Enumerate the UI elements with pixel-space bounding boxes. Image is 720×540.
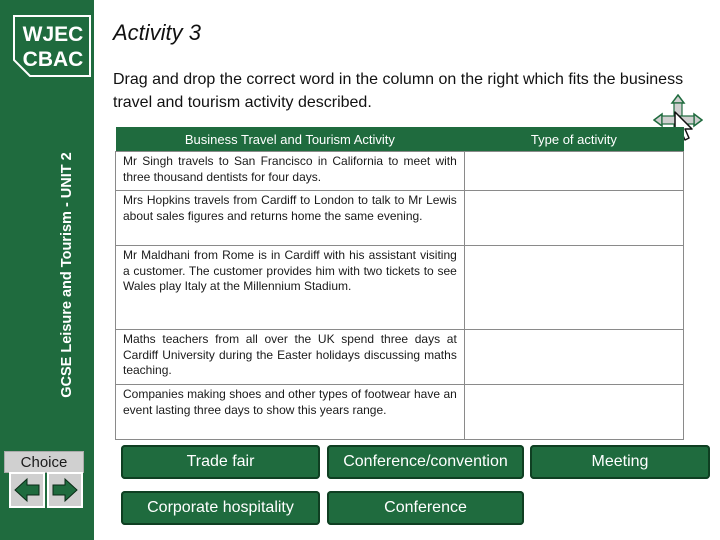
activity-description: Companies making shoes and other types of footwear have an event lasting three days to show this years range. [116, 385, 465, 440]
header-activity: Business Travel and Tourism Activity [116, 127, 465, 152]
unit-label-wrapper [50, 110, 84, 440]
word-card-corporate-hospitality[interactable]: Corporate hospitality [121, 491, 320, 525]
answer-drop-zone[interactable] [464, 330, 683, 385]
word-card-meeting[interactable]: Meeting [530, 445, 710, 479]
header-type: Type of activity [464, 127, 683, 152]
answer-drop-zone[interactable] [464, 152, 683, 191]
table-row [116, 246, 684, 330]
answer-drop-zone[interactable] [464, 191, 683, 246]
page-title: Activity 3 [113, 20, 202, 45]
table-row [116, 330, 684, 385]
unit-label: GCSE Leisure and Tourism - UNIT 2 [59, 152, 75, 398]
word-card-conference-convention[interactable]: Conference/convention [327, 445, 524, 479]
activity-description: Mrs Hopkins travels from Cardiff to London to talk to Mr Lewis about sales figures and returns home the same evening. [116, 191, 465, 246]
table-row [116, 385, 684, 440]
instruction-text: Drag and drop the correct word in the column on the right which fits the business travel and tourism activity described. [113, 71, 684, 111]
logo-line-1: WJEC [22, 23, 84, 46]
choice-button[interactable]: Choice [4, 451, 84, 473]
arrow-left-icon [11, 474, 43, 506]
forward-button[interactable] [47, 472, 83, 508]
arrow-right-icon [49, 474, 81, 506]
activity-description: Mr Maldhani from Rome is in Cardiff with his assistant visiting a customer. The customer provides him with two tickets to see Wales play Italy at the Millennium Stadium. [116, 246, 465, 330]
answer-drop-zone[interactable] [464, 385, 683, 440]
activity-description: Mr Singh travels to San Francisco in California to meet with three thousand dentists for four days. [116, 152, 465, 191]
wjec-cbac-logo [12, 14, 92, 78]
table-header-row [116, 127, 684, 152]
word-card-trade-fair[interactable]: Trade fair [121, 445, 320, 479]
logo-line-2: CBAC [22, 48, 84, 71]
back-button[interactable] [9, 472, 45, 508]
activity-table [115, 127, 684, 440]
sidebar [0, 0, 94, 540]
table-row [116, 152, 684, 191]
activity-description: Maths teachers from all over the UK spend three days at Cardiff University during the Easter holidays discussing maths teaching. [116, 330, 465, 385]
word-card-conference[interactable]: Conference [327, 491, 524, 525]
table-row [116, 191, 684, 246]
answer-drop-zone[interactable] [464, 246, 683, 330]
